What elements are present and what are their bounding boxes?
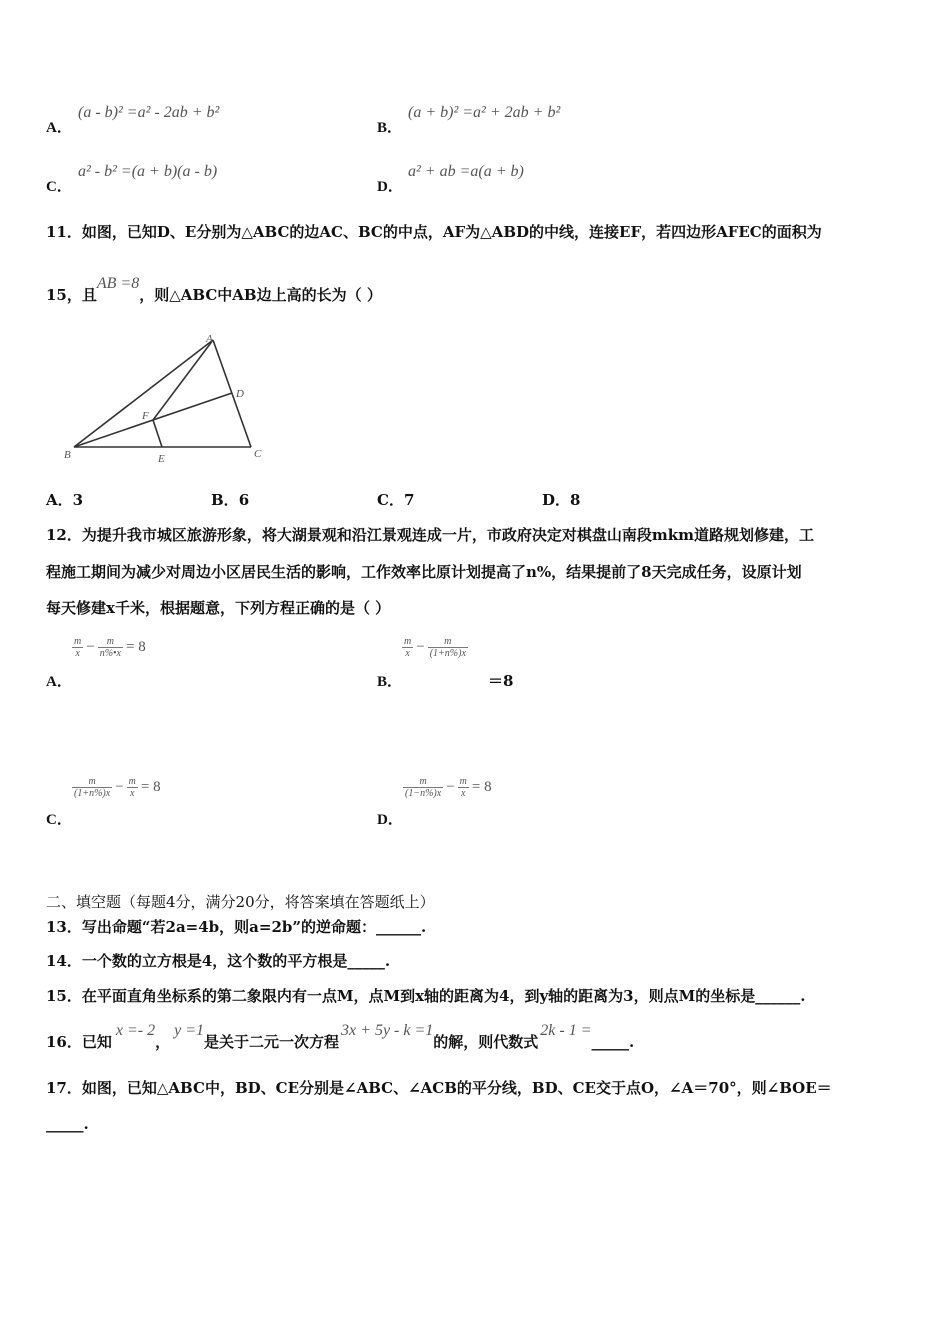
- minus-sign: −: [446, 779, 455, 795]
- fraction: [458, 776, 469, 799]
- q12-option-d-equation: [403, 776, 495, 799]
- q11-text-post: ，则△ABC中AB边上高的长为（ ）: [139, 286, 382, 304]
- numerator: m: [459, 776, 467, 787]
- equals-eight: = 8: [471, 779, 492, 795]
- point-c-label: C: [254, 448, 262, 460]
- q16-x-formula: x =- 2: [115, 1022, 156, 1039]
- option-value: 7: [403, 491, 415, 509]
- q17-text-line2: _____.: [46, 1115, 89, 1133]
- denominator: x: [405, 648, 410, 659]
- q11-text-line1: 11．如图，已知D、E分别为△ABC的边AC、BC的中点，AF为△ABD的中线，连接EF，若四边形AFEC的面积为: [46, 223, 822, 241]
- minus-sign: −: [115, 779, 124, 795]
- q12-option-a-label: A．: [46, 674, 72, 690]
- fraction: [403, 776, 443, 799]
- section-2-title: 二、填空题（每题4分，满分20分，将答案填在答题纸上）: [46, 893, 435, 911]
- q16-equation-formula: 3x + 5y - k =1: [341, 1022, 434, 1039]
- option-label: A．: [46, 491, 73, 509]
- minus-sign: −: [416, 639, 425, 655]
- equals-eight: = 8: [125, 639, 146, 655]
- numerator: m: [128, 776, 136, 787]
- q10-option-b-formula: (a + b)² =a² + 2ab + b²: [408, 104, 561, 121]
- q16-comma: ，: [155, 1033, 171, 1051]
- q16-y-formula: y =1: [174, 1022, 205, 1039]
- q11-option-b: [211, 489, 249, 510]
- equals-eight: = 8: [140, 779, 161, 795]
- denominator: x: [130, 788, 135, 799]
- q17-text-line1: 17．如图，已知△ABC中，BD、CE分别是∠ABC、∠ACB的平分线，BD、CE交于点O，∠A＝70°，则∠BOE＝: [46, 1079, 832, 1097]
- option-value: 8: [570, 491, 581, 509]
- q11-option-a: [46, 489, 83, 510]
- q10-option-c-label: C．: [46, 179, 72, 195]
- q16-mid2: 的解，则代数式: [433, 1033, 539, 1051]
- fraction: [72, 636, 83, 659]
- fraction: [402, 636, 413, 659]
- option-value: 3: [72, 491, 84, 509]
- fraction: [72, 776, 112, 799]
- denominator: (1−n%)x: [405, 788, 442, 799]
- q13-text: 13．写出命题“若2a=4b，则a=2b”的逆命题：______.: [46, 918, 427, 936]
- fraction: [98, 636, 123, 659]
- point-d-label: D: [236, 388, 244, 400]
- q10-option-a-formula: (a - b)² =a² - 2ab + b²: [78, 104, 220, 121]
- q14-text: 14．一个数的立方根是4，这个数的平方根是_____.: [46, 952, 391, 970]
- segment-fe: [153, 420, 162, 447]
- q16-pre: 16．已知: [46, 1033, 112, 1051]
- q10-option-d-label: D．: [377, 179, 403, 195]
- denominator: (1+n%)x: [74, 788, 111, 799]
- option-label: D．: [542, 491, 571, 509]
- q16-mid: 是关于二元一次方程: [204, 1033, 340, 1051]
- denominator: x: [75, 648, 80, 659]
- q10-option-b-label: B．: [377, 120, 403, 136]
- denominator: (1+n%)x: [429, 648, 466, 659]
- q10-option-c-formula: a² - b² =(a + b)(a - b): [78, 163, 218, 180]
- q10-option-d-formula: a² + ab =a(a + b): [408, 163, 524, 180]
- point-e-label: E: [158, 453, 165, 465]
- numerator: m: [98, 636, 123, 648]
- q16-text: [46, 1022, 635, 1052]
- q15-text: 15．在平面直角坐标系的第二象限内有一点M，点M到x轴的距离为4，到y轴的距离为3，则点M的坐标是______.: [46, 987, 806, 1005]
- numerator: m: [428, 636, 468, 648]
- q11-triangle-figure: [56, 330, 276, 470]
- q12-option-c-equation: [72, 776, 164, 799]
- denominator: x: [461, 788, 466, 799]
- q16-expression-formula: 2k - 1 =: [540, 1022, 592, 1039]
- q12-text-line3: 每天修建x千米，根据题意，下列方程正确的是（ ）: [46, 599, 391, 617]
- point-b-label: B: [64, 449, 71, 461]
- q12-option-b-label: B．: [377, 674, 403, 690]
- point-f-label: F: [142, 410, 149, 422]
- denominator: n%•x: [99, 648, 121, 659]
- q11-text-pre: 15，且: [46, 286, 97, 304]
- fraction: [428, 636, 468, 659]
- numerator: m: [72, 776, 112, 788]
- minus-sign: −: [86, 639, 95, 655]
- option-label: B．: [211, 491, 239, 509]
- numerator: m: [404, 636, 412, 647]
- q12-option-b-equation: [402, 636, 468, 659]
- q12-option-c-label: C．: [46, 812, 72, 828]
- numerator: m: [74, 636, 82, 647]
- segment-ab: [74, 340, 213, 447]
- q12-text-line2: 程施工期间为减少对周边小区居民生活的影响，工作效率比原计划提高了n%，结果提前了8天完成任务，设原计划: [46, 563, 802, 581]
- option-value: 6: [238, 491, 250, 509]
- q16-blank: _____.: [591, 1033, 635, 1051]
- q12-text-line1: 12．为提升我市城区旅游形象，将大湖景观和沿江景观连成一片，市政府决定对棋盘山南段mkm道路规划修建，工: [46, 526, 815, 544]
- q11-option-c: [377, 489, 414, 510]
- q12-option-b-equals: ＝8: [488, 672, 514, 690]
- numerator: m: [403, 776, 443, 788]
- option-label: C．: [377, 491, 404, 509]
- point-a-label: A: [206, 333, 213, 345]
- q11-ab-formula: AB =8: [96, 275, 140, 292]
- q10-option-a-label: A．: [46, 120, 72, 136]
- q12-option-a-equation: [72, 636, 149, 659]
- q12-option-d-label: D．: [377, 812, 403, 828]
- fraction: [127, 776, 138, 799]
- q11-text-line2: [46, 275, 382, 305]
- q11-option-d: [542, 489, 580, 510]
